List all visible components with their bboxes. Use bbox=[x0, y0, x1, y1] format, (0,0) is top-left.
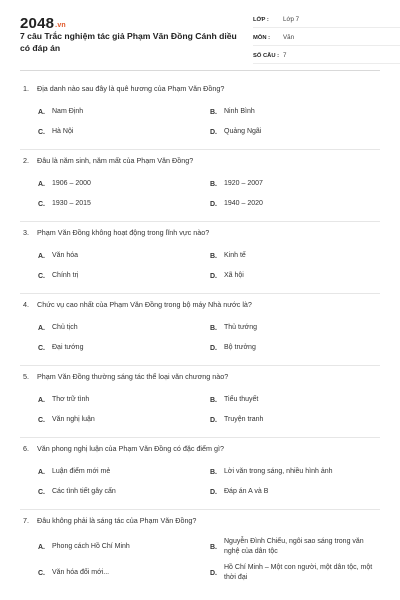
option-c[interactable] bbox=[38, 482, 210, 502]
option-letter: C. bbox=[38, 488, 45, 496]
option-text: Nguyễn Đình Chiểu, ngôi sao sáng trong văn nghệ của dân tộc bbox=[224, 538, 364, 555]
option-letter: A. bbox=[38, 324, 45, 332]
option-letter: D. bbox=[210, 569, 217, 577]
question-prompt: Phạm Văn Đồng không hoạt động trong lĩnh vực nào? bbox=[37, 228, 210, 237]
option-text: Tiểu thuyết bbox=[224, 396, 259, 403]
option-d[interactable] bbox=[210, 482, 380, 502]
question-prompt: Phạm Văn Đồng thường sáng tác thể loại văn chương nào? bbox=[37, 372, 229, 381]
question-number: 3. bbox=[23, 228, 29, 237]
option-b[interactable] bbox=[210, 174, 380, 194]
option-letter: A. bbox=[38, 108, 45, 116]
option-letter: D. bbox=[210, 416, 217, 424]
option-text: Lời văn trong sáng, nhiều hình ảnh bbox=[224, 468, 333, 475]
option-b[interactable] bbox=[210, 318, 380, 338]
option-text: 1920 – 2007 bbox=[224, 180, 263, 187]
options bbox=[20, 318, 380, 358]
meta-subject bbox=[253, 30, 400, 46]
option-text: Xã hội bbox=[224, 272, 244, 279]
meta-subject-label: MÔN : bbox=[253, 34, 271, 41]
option-letter: B. bbox=[210, 252, 217, 260]
meta-count bbox=[253, 48, 400, 64]
option-text: 1940 – 2020 bbox=[224, 200, 263, 207]
option-letter: B. bbox=[210, 396, 217, 404]
option-letter: B. bbox=[210, 543, 217, 551]
option-text: Văn hóa đổi mới... bbox=[52, 569, 110, 576]
question-number: 7. bbox=[23, 516, 29, 525]
option-a[interactable] bbox=[38, 174, 210, 194]
option-text: Kinh tế bbox=[224, 252, 246, 259]
option-letter: A. bbox=[38, 543, 45, 551]
meta-count-label: SỐ CÂU : bbox=[253, 52, 280, 59]
meta-count-value: 7 bbox=[283, 52, 287, 59]
option-text: Luận điểm mới mẻ bbox=[52, 468, 111, 475]
option-letter: C. bbox=[38, 416, 45, 424]
option-c[interactable] bbox=[38, 122, 210, 142]
question-prompt: Văn phong nghị luận của Phạm Văn Đồng có đặc điểm gì? bbox=[37, 444, 225, 453]
option-text: Quảng Ngãi bbox=[224, 128, 262, 135]
question-text bbox=[20, 298, 380, 312]
question-list bbox=[20, 78, 380, 593]
question-3 bbox=[20, 222, 380, 294]
meta-subject-value: Văn bbox=[283, 34, 295, 41]
option-letter: C. bbox=[38, 272, 45, 280]
option-letter: A. bbox=[38, 468, 45, 476]
options bbox=[20, 534, 380, 586]
option-letter: D. bbox=[210, 344, 217, 352]
site-logo[interactable] bbox=[20, 15, 66, 32]
options bbox=[20, 174, 380, 214]
option-letter: B. bbox=[210, 180, 217, 188]
option-letter: D. bbox=[210, 200, 217, 208]
question-7 bbox=[20, 510, 380, 593]
question-number: 2. bbox=[23, 156, 29, 165]
option-text: Văn nghị luận bbox=[52, 416, 95, 423]
option-letter: C. bbox=[38, 344, 45, 352]
question-text bbox=[20, 226, 380, 240]
option-text: Hồ Chí Minh – Một con người, một dân tộc, một thời đại bbox=[224, 564, 373, 581]
options bbox=[20, 462, 380, 502]
option-text: Hà Nội bbox=[52, 128, 74, 135]
option-text: 1930 – 2015 bbox=[52, 200, 91, 207]
option-text: Đáp án A và B bbox=[224, 488, 269, 495]
option-text: Các tình tiết gây cấn bbox=[52, 488, 116, 495]
question-text bbox=[20, 514, 380, 528]
meta-grade-label: LỚP : bbox=[253, 16, 269, 23]
option-d[interactable] bbox=[210, 266, 380, 286]
option-d[interactable] bbox=[210, 194, 380, 214]
meta-info bbox=[253, 12, 400, 66]
option-text: 1906 – 2000 bbox=[52, 180, 91, 187]
meta-grade-value: Lớp 7 bbox=[283, 16, 300, 23]
options bbox=[20, 102, 380, 142]
option-a[interactable] bbox=[38, 462, 210, 482]
option-c[interactable] bbox=[38, 266, 210, 286]
option-letter: A. bbox=[38, 396, 45, 404]
option-b[interactable] bbox=[210, 534, 380, 560]
option-c[interactable] bbox=[38, 338, 210, 358]
options bbox=[20, 246, 380, 286]
option-text: Thơ trữ tình bbox=[52, 396, 90, 403]
meta-grade bbox=[253, 12, 400, 28]
option-a[interactable] bbox=[38, 246, 210, 266]
option-text: Nam Định bbox=[52, 108, 84, 115]
option-letter: B. bbox=[210, 468, 217, 476]
option-text: Chính trị bbox=[52, 272, 79, 279]
option-letter: A. bbox=[38, 252, 45, 260]
option-d[interactable] bbox=[210, 122, 380, 142]
option-letter: C. bbox=[38, 200, 45, 208]
page-title: 7 câu Trắc nghiệm tác giả Phạm Văn Đồng Cánh diều có đáp án bbox=[20, 31, 237, 53]
question-5 bbox=[20, 366, 380, 438]
question-text bbox=[20, 154, 380, 168]
logo-main: 2048 bbox=[20, 15, 55, 32]
option-text: Ninh Bình bbox=[224, 108, 255, 115]
option-letter: D. bbox=[210, 272, 217, 280]
question-number: 5. bbox=[23, 372, 29, 381]
option-text: Phong cách Hồ Chí Minh bbox=[52, 543, 130, 550]
question-6 bbox=[20, 438, 380, 510]
option-d[interactable] bbox=[210, 338, 380, 358]
option-a[interactable] bbox=[38, 534, 210, 560]
option-c[interactable] bbox=[38, 410, 210, 430]
option-c[interactable] bbox=[38, 194, 210, 214]
question-prompt: Chức vụ cao nhất của Phạm Văn Đồng trong bộ máy Nhà nước là? bbox=[37, 300, 252, 309]
question-text bbox=[20, 82, 380, 96]
option-b[interactable] bbox=[210, 246, 380, 266]
option-letter: A. bbox=[38, 180, 45, 188]
option-c[interactable] bbox=[38, 560, 210, 586]
option-text: Đại tướng bbox=[52, 344, 84, 351]
question-2 bbox=[20, 150, 380, 222]
option-a[interactable] bbox=[38, 102, 210, 122]
header bbox=[20, 0, 380, 71]
question-text bbox=[20, 370, 380, 384]
option-letter: B. bbox=[210, 108, 217, 116]
option-letter: D. bbox=[210, 488, 217, 496]
question-text bbox=[20, 442, 380, 456]
option-a[interactable] bbox=[38, 318, 210, 338]
option-text: Thủ tướng bbox=[224, 324, 258, 331]
option-text: Văn hóa bbox=[52, 252, 79, 259]
option-text: Truyện tranh bbox=[224, 416, 264, 423]
logo-suffix: .vn bbox=[55, 22, 66, 29]
option-letter: D. bbox=[210, 128, 217, 136]
question-number: 6. bbox=[23, 444, 29, 453]
question-4 bbox=[20, 294, 380, 366]
options bbox=[20, 390, 380, 430]
question-prompt: Địa danh nào sau đây là quê hương của Phạm Văn Đồng? bbox=[37, 84, 225, 93]
question-prompt: Đâu không phải là sáng tác của Phạm Văn Đồng? bbox=[37, 516, 197, 525]
option-b[interactable] bbox=[210, 462, 380, 482]
option-a[interactable] bbox=[38, 390, 210, 410]
option-letter: C. bbox=[38, 128, 45, 136]
option-d[interactable] bbox=[210, 410, 380, 430]
option-b[interactable] bbox=[210, 390, 380, 410]
option-text: Bộ trưởng bbox=[224, 344, 256, 351]
option-d[interactable] bbox=[210, 560, 380, 586]
question-prompt: Đâu là năm sinh, năm mất của Phạm Văn Đồng? bbox=[37, 156, 194, 165]
question-number: 4. bbox=[23, 300, 29, 309]
option-b[interactable] bbox=[210, 102, 380, 122]
option-letter: B. bbox=[210, 324, 217, 332]
question-number: 1. bbox=[23, 84, 29, 93]
option-text: Chủ tịch bbox=[52, 324, 78, 331]
question-1 bbox=[20, 78, 380, 150]
option-letter: C. bbox=[38, 569, 45, 577]
